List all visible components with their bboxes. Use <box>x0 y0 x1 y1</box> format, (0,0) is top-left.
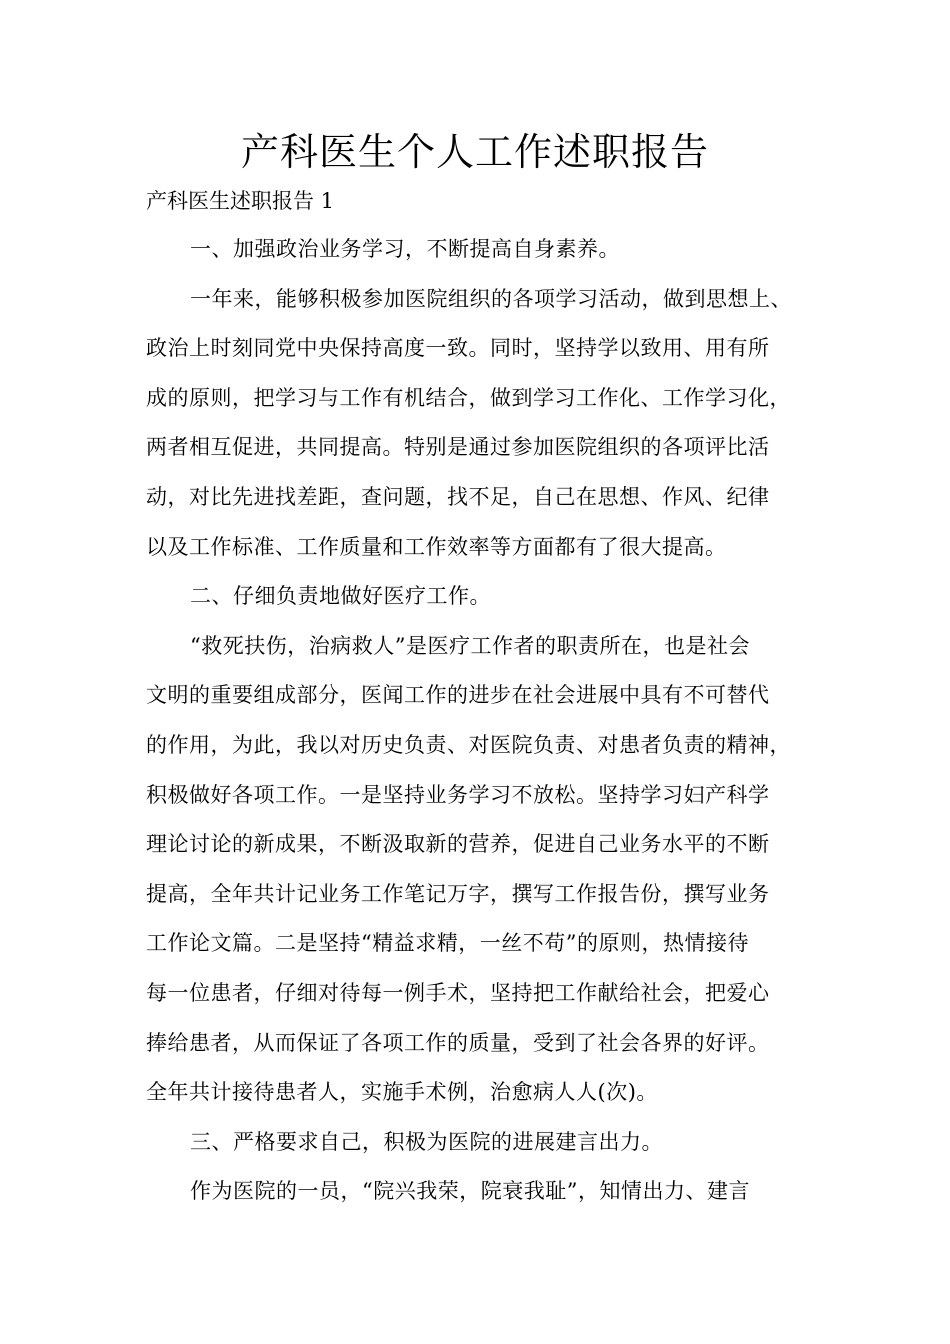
document-body <box>146 234 836 1226</box>
section-subtitle: 产科医生述职报告 1 <box>146 189 335 213</box>
paragraph-line: 捧给患者，从而保证了各项工作的质量，受到了社会各界的好评。 <box>146 1030 770 1055</box>
heading-line: 三、严格要求自己，积极为医院的进展建言出力。 <box>190 1129 663 1154</box>
paragraph-line: 工作论文篇。二是坚持“精益求精，一丝不苟”的原则，热情接待 <box>146 931 749 956</box>
paragraph-line: 作为医院的一员，“院兴我荣，院衰我耻”，知情出力、建言 <box>190 1179 750 1204</box>
paragraph-line: 政治上时刻同党中央保持高度一致。同时，坚持学以致用、用有所 <box>146 336 770 361</box>
paragraph-line: 文明的重要组成部分，医闻工作的进步在社会进展中具有不可替代 <box>146 683 770 708</box>
paragraph-line: 一年来，能够积极参加医院组织的各项学习活动，做到思想上、 <box>190 286 792 311</box>
paragraph-line: 积极做好各项工作。一是坚持业务学习不放松。坚持学习妇产科学 <box>146 782 770 807</box>
paragraph-line: 两者相互促进，共同提高。特别是通过参加医院组织的各项评比活 <box>146 435 770 460</box>
paragraph-line: 成的原则，把学习与工作有机结合，做到学习工作化、工作学习化， <box>146 385 791 410</box>
paragraph-line: 全年共计接待患者人，实施手术例，治愈病人人(次)。 <box>146 1080 658 1105</box>
paragraph-line: 提高，全年共计记业务工作笔记万字，撰写工作报告份，撰写业务 <box>146 881 770 906</box>
paragraph-line: 动，对比先进找差距，查问题，找不足，自己在思想、作风、纪律 <box>146 484 770 509</box>
paragraph-line: 以及工作标准、工作质量和工作效率等方面都有了很大提高。 <box>146 534 727 559</box>
paragraph-line: 每一位患者，仔细对待每一例手术，坚持把工作献给社会，把爱心 <box>146 980 770 1005</box>
paragraph-line: “救死扶伤，治病救人”是医疗工作者的职责所在，也是社会 <box>190 633 750 658</box>
paragraph-line: 理论讨论的新成果，不断汲取新的营养，促进自己业务水平的不断 <box>146 832 770 857</box>
paragraph-line: 的作用，为此，我以对历史负责、对医院负责、对患者负责的精神， <box>146 732 791 757</box>
heading-line: 一、加强政治业务学习，不断提高自身素养。 <box>190 237 620 261</box>
document-title: 产科医生个人工作述职报告 <box>240 130 709 174</box>
heading-line: 二、仔细负责地做好医疗工作。 <box>190 584 491 609</box>
